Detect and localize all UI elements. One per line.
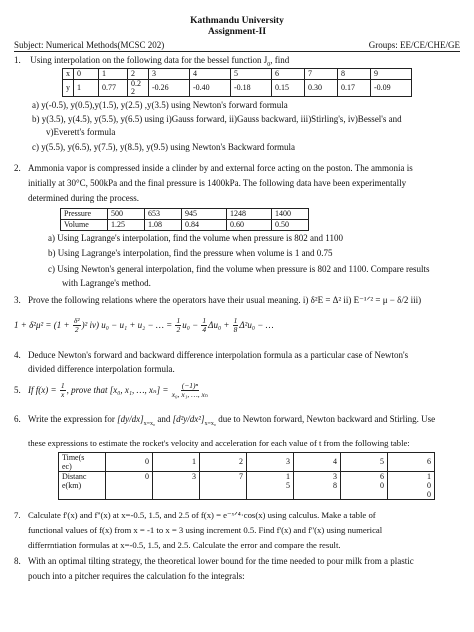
- cell-text: 2: [131, 87, 135, 96]
- cell-text: 0: [427, 481, 431, 490]
- q2-line-2: initially at 30°C, 500kPa and the final pressure is 1400kPa. The following data have been experimentally: [28, 178, 407, 188]
- subject-label: Subject: Numerical Methods(MCSC 202): [14, 40, 165, 50]
- q7-line-2: functional values of f(x) from x = -1 to x = 3 using increment 0.5. Find f'(x) and f''(x) using numerical: [28, 525, 383, 535]
- question-3: [14, 295, 460, 306]
- table-row: [59, 472, 435, 500]
- table-cell: 0.30: [305, 80, 338, 97]
- q7-line-3: differrntiation formulas at x=-0.5, 1.5, and 2.5. Calculate the error and compare the result.: [28, 540, 341, 550]
- q8-line-2: pouch into a pitcher requires the calculation fo the integrals:: [28, 571, 245, 581]
- table-cell: 0.84: [182, 220, 227, 231]
- formula-part: If f(x) =: [28, 385, 59, 395]
- denominator: 4: [202, 325, 207, 335]
- fraction: [201, 317, 207, 334]
- formula-part: , prove that [x₀, x₁, …, xₙ] =: [66, 385, 171, 395]
- question-text: Ammonia vapor is compressed inside a clinder by and external force acting on the poston. The ammonia is: [28, 163, 413, 173]
- cell-text: Distanc: [62, 472, 87, 481]
- university-title: Kathmandu University: [190, 16, 284, 26]
- formula-part: 1 + δ²μ² = (1 +: [14, 320, 72, 330]
- formula-part: )² iv) u₀ − u₁ + u₂ − … =: [81, 320, 175, 330]
- groups-label: Groups: EE/CE/CHE/GE: [368, 40, 460, 50]
- question-number: 5.: [14, 385, 21, 395]
- cell-text: 0: [427, 490, 431, 499]
- question-2: [14, 163, 460, 174]
- question-text: With an optimal tilting strategy, the theoretical lower bound for the time needed to pour milk from a plastic: [28, 556, 414, 566]
- table-cell: [200, 472, 247, 500]
- table-cell: 2: [128, 69, 149, 80]
- denominator: x₀, x₁, …, xₙ: [171, 390, 208, 400]
- subscript: 0: [267, 61, 271, 68]
- q1-part-b: b) y(3.5), y(4.5), y(5.5), y(6.5) using i)Gauss forward, ii)Gauss backward, iii)Stirling's, iv)Bessel's and: [32, 114, 402, 124]
- table-cell: Volume: [61, 220, 108, 231]
- table-cell: -0.40: [190, 80, 231, 97]
- question-number: 7.: [14, 510, 21, 520]
- table-cell: 1248: [227, 209, 272, 220]
- table-cell: 0.60: [227, 220, 272, 231]
- ammonia-table: [60, 208, 309, 231]
- question-text: and: [155, 414, 173, 424]
- question-5: [14, 380, 460, 400]
- table-cell: [247, 472, 294, 500]
- numerator: 1: [60, 381, 65, 391]
- table-cell: -0.09: [371, 80, 412, 97]
- table-row: [61, 220, 309, 231]
- question-text: Deduce Newton's forward and backward difference interpolation formula as a particular case of Newton's: [28, 350, 409, 360]
- table-row: [63, 80, 412, 97]
- question-number: 8.: [14, 556, 21, 566]
- q2-part-b: b) Using Lagrange's interpolation, find the pressure when volume is 1 and 0.75: [48, 248, 333, 258]
- table-cell: 2: [200, 453, 247, 472]
- question-8: [14, 556, 460, 567]
- table-cell: [153, 472, 200, 500]
- question-number: 3.: [14, 295, 21, 305]
- cell-text: 1: [286, 472, 290, 481]
- table-cell: 0: [74, 69, 99, 80]
- table-cell: 1.25: [108, 220, 145, 231]
- table-cell: 4: [190, 69, 231, 80]
- table-cell: [59, 453, 106, 472]
- table-cell: 9: [371, 69, 412, 80]
- denominator: 8: [233, 325, 238, 335]
- table-cell: 6: [272, 69, 305, 80]
- numerator: δ²: [73, 316, 80, 326]
- table-cell: 1: [74, 80, 99, 97]
- table-cell: 0.17: [338, 80, 371, 97]
- table-cell: 3: [247, 453, 294, 472]
- bessel-table: [62, 68, 412, 97]
- formula-part: Δ²u₀ − …: [239, 320, 274, 330]
- subscript: x=x₀: [143, 420, 156, 427]
- table-cell: [341, 472, 388, 500]
- q4-line-2: divided difference interpolation formula.: [28, 364, 175, 374]
- table-cell: [388, 472, 435, 500]
- table-cell: [59, 472, 106, 500]
- table-cell: 945: [182, 209, 227, 220]
- q1-part-a: a) y(-0.5), y(0.5),y(1.5), y(2.5) ,y(3.5) using Newton's forward formula: [32, 100, 288, 110]
- denominator: 2: [74, 325, 79, 335]
- numerator: 1: [202, 316, 207, 326]
- table-row: [59, 453, 435, 472]
- rocket-table: [58, 452, 435, 500]
- table-cell: 5: [231, 69, 272, 80]
- cell-text: 7: [239, 472, 243, 481]
- table-cell: x: [63, 69, 74, 80]
- table-cell: [294, 472, 341, 500]
- table-cell: [106, 472, 153, 500]
- question-number: 1.: [14, 55, 21, 65]
- cell-text: 5: [286, 481, 290, 490]
- table-row: [63, 69, 412, 80]
- fraction: [233, 317, 239, 334]
- table-cell: 500: [108, 209, 145, 220]
- cell-text: 3: [333, 472, 337, 481]
- fraction: [172, 382, 208, 399]
- table-cell: 0.50: [272, 220, 309, 231]
- fraction: [73, 317, 81, 334]
- formula-part: [dy/dx]: [117, 414, 144, 424]
- cell-text: 1: [427, 472, 431, 481]
- cell-text: 0.2: [131, 79, 141, 88]
- cell-text: 0: [145, 472, 149, 481]
- numerator: 1: [233, 316, 238, 326]
- table-cell: 6: [388, 453, 435, 472]
- q2-part-c-cont: with Lagrange's method.: [62, 278, 151, 288]
- table-cell: 653: [145, 209, 182, 220]
- question-text: Prove the following relations where the operators have their usual meaning. i) δ²E = Δ² ii) E⁻¹ᐟ² = μ − δ/2 iii): [28, 295, 422, 305]
- table-cell: 3: [149, 69, 190, 80]
- q2-line-3: determined during the process.: [28, 193, 139, 203]
- table-cell: y: [63, 80, 74, 97]
- table-cell: 5: [341, 453, 388, 472]
- cell-text: e(km): [62, 481, 82, 490]
- formula-part: Δu₀ +: [208, 320, 232, 330]
- table-cell: 4: [294, 453, 341, 472]
- table-cell: 1.08: [145, 220, 182, 231]
- numerator: (−1)ⁿ: [181, 381, 198, 391]
- question-text-end: , find: [270, 55, 290, 65]
- table-cell: Pressure: [61, 209, 108, 220]
- denominator: x: [61, 390, 65, 400]
- q6-line-2: these expressions to estimate the rocket's velocity and acceleration for each value of t from the following table:: [28, 438, 410, 448]
- question-number: 4.: [14, 350, 21, 360]
- table-cell: 0.15: [272, 80, 305, 97]
- table-cell: 0: [106, 453, 153, 472]
- cell-text: 0: [380, 481, 384, 490]
- cell-text: 6: [380, 472, 384, 481]
- q3-formula-line: [14, 316, 274, 334]
- table-cell: 1: [99, 69, 128, 80]
- question-4: [14, 350, 460, 361]
- formula-part: [d²y/dx²]: [172, 414, 205, 424]
- question-number: 2.: [14, 163, 21, 173]
- question-text: Calculate f'(x) and f''(x) at x=-0.5, 1.5, and 2.5 of f(x) = e⁻ˣᐟ⁴·cos(x) using calculus. Make a table of: [28, 510, 376, 520]
- question-7: [14, 510, 460, 521]
- cell-text: ec): [62, 462, 72, 471]
- table-row: [61, 209, 309, 220]
- denominator: 2: [176, 325, 181, 335]
- question-text: Using interpolation on the following data for the bessel function J: [30, 55, 268, 65]
- question-number: 6.: [14, 414, 21, 424]
- table-cell: 7: [305, 69, 338, 80]
- question-6: [14, 414, 460, 430]
- assignment-title: Assignment-II: [207, 27, 267, 37]
- q2-part-a: a) Using Lagrange's interpolation, find the volume when pressure is 802 and 1100: [48, 233, 343, 243]
- cell-text: 3: [192, 472, 196, 481]
- header-divider: [14, 51, 460, 52]
- table-cell: [128, 80, 149, 97]
- table-cell: 8: [338, 69, 371, 80]
- table-cell: 1: [153, 453, 200, 472]
- question-text: Write the expression for: [28, 414, 118, 424]
- q2-part-c: c) Using Newton's general interpolation, find the volume when pressure is 802 and 1100. Compare results: [48, 264, 430, 274]
- fraction: [175, 317, 181, 334]
- table-cell: -0.26: [149, 80, 190, 97]
- table-cell: -0.18: [231, 80, 272, 97]
- q1-part-b-cont: v)Everett's formula: [46, 127, 116, 137]
- subscript: x=x₀: [204, 420, 216, 427]
- table-cell: 1400: [272, 209, 309, 220]
- q1-part-c: c) y(5.5), y(6.5), y(7.5), y(8.5), y(9.5) using Newton's Backward formula: [32, 142, 296, 152]
- numerator: 1: [176, 316, 181, 326]
- formula-part: u₀ −: [182, 320, 201, 330]
- question-text: due to Newton forward, Newton backward and Stirling. Use: [215, 414, 436, 424]
- cell-text: Time(s: [62, 453, 85, 462]
- fraction: [60, 382, 66, 399]
- table-cell: 0.77: [99, 80, 128, 97]
- cell-text: 8: [333, 481, 337, 490]
